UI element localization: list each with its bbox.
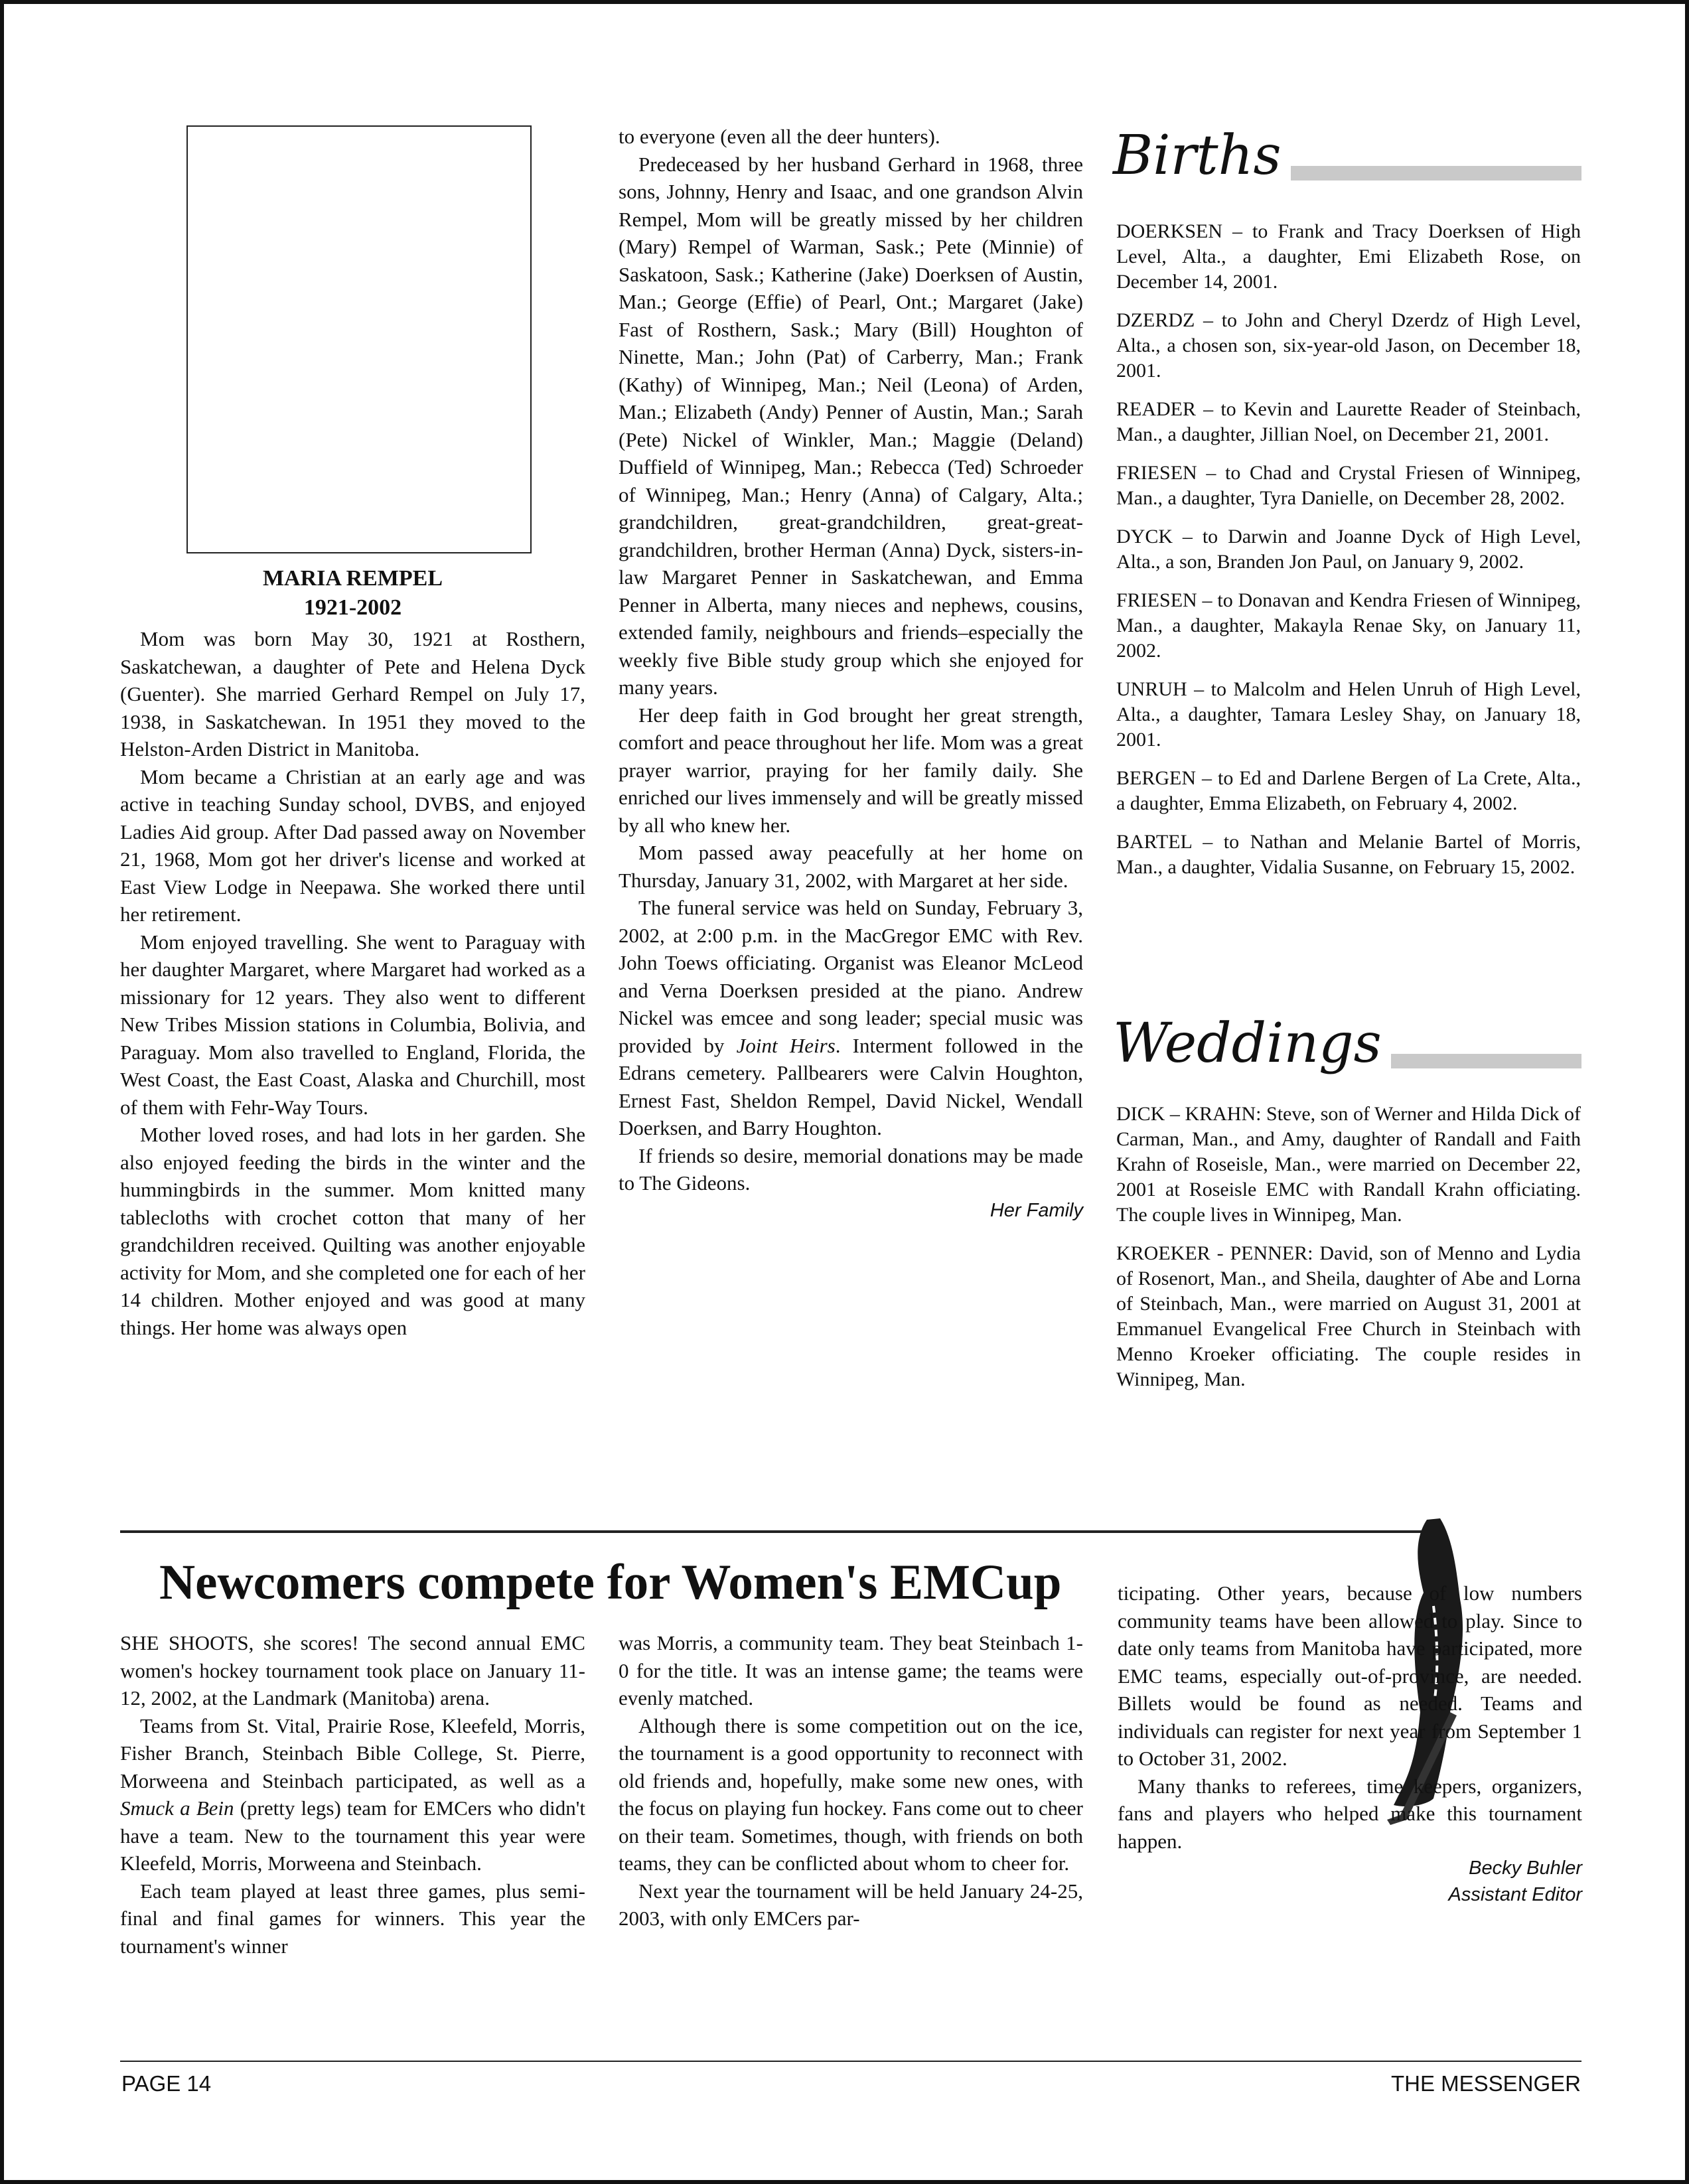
obituary-years: 1921-2002 [303,595,402,620]
footer-divider [120,2061,1581,2062]
birth-entry: DZERDZ – to John and Cheryl Dzerdz of High Level, Alta., a chosen son, six-year-old Jason, on December 18, 2001. [1116,309,1581,382]
wedding-entry: DICK – KRAHN: Steve, son of Werner and Hilda Dick of Carman, Man., and Amy, daughter of Randall and Faith Krahn of Roseisle, Man., were married on December 22, 2001 at Roseisle EMC with Randall Krahn officiating. The couple lives in Winnipeg, Man. [1116,1103,1581,1226]
article-paragraph: SHE SHOOTS, she scores! The second annual EMC women's hockey tournament took place on January 11-12, 2002, at the Landmark (Manitoba) arena. [120,1631,585,1710]
article-author-title: Assistant Editor [1448,1884,1582,1905]
article-column-3 [1118,1579,1582,1908]
article-paragraph: Teams from St. Vital, Prairie Rose, Kleefeld, Morris, Fisher Branch, Steinbach Bible College, St. Pierre, Morweena and Steinbach participated, as well as a Smuck a Bein (pretty legs) team for EMCers who didn't have a team. New to the tournament this year were Kleefeld, Morris, Morweena and Steinbach. [120,1713,585,1875]
wedding-entry: KROEKER - PENNER: David, son of Menno and Lydia of Rosenort, Man., and Sheila, daughter of Abe and Lorna of Steinbach, Man., were married on August 31, 2001 at Emmanuel Evangelical Free Church in Steinbach with Menno Kroeker officiating. The couple resides in Winnipeg, Man. [1116,1242,1581,1390]
births-heading: Births [1113,126,1291,186]
birth-entry: BARTEL – to Nathan and Melanie Bartel of Morris, Man., a daughter, Vidalia Susanne, on February 15, 2002. [1116,831,1581,878]
article-paragraph: Although there is some competition out on the ice, the tournament is a good opportunity to reconnect with old friends and, hopefully, make some new ones, with the focus on playing fun hockey. Fans come out to cheer on their team. Sometimes, though, with friends on both teams, they can be conflicted about whom to cheer for. [619,1713,1083,1875]
obituary-paragraph: Mom enjoyed travelling. She went to Paraguay with her daughter Margaret, where Margaret had worked as a missionary for 12 years. They also went to different New Tribes Mission stations in Columbia, Bolivia, and Paraguay. Mom also travelled to England, Florida, the West Coast, the East Coast, Alaska and Churchill, most of them with Fehr-Way Tours. [120,930,585,1119]
obituary-column-2 [619,123,1083,1224]
obituary-paragraph: Mom passed away peacefully at her home on Thursday, January 31, 2002, with Margaret at her side. [619,841,1083,892]
obituary-paragraph: Mom became a Christian at an early age and was active in teaching Sunday school, DVBS, and enjoyed Ladies Aid group. After Dad passed away on November 21, 1968, Mom got her driver's license and worked at East View Lodge in Neepawa. She worked there until her retirement. [120,764,585,926]
obituary-signature: Her Family [990,1199,1083,1221]
article-paragraph: Many thanks to referees, time keepers, organizers, fans and players who helped make this tournament happen. [1118,1774,1582,1853]
obituary-paragraph: Her deep faith in God brought her great strength, comfort and peace throughout her life. Mom was a great prayer warrior, praying for her family daily. She enriched our lives immensely and will be greatly missed by all who knew her. [619,703,1083,837]
weddings-heading: Weddings [1113,1014,1391,1074]
births-list [1116,219,1581,893]
article-paragraph: ticipating. Other years, because of low numbers community teams have been allowed to play. Since to date only teams from Manitoba have participated, more EMC teams, especially out-of-province, are needed. Billets would be found as needed. Teams and individuals can register for next year from September 1 to October 31, 2002. [1118,1581,1582,1770]
obituary-column-1 [120,564,585,1341]
obituary-paragraph: to everyone (even all the deer hunters). [619,125,940,148]
article-author: Becky Buhler [1469,1857,1582,1879]
birth-entry: DOERKSEN – to Frank and Tracy Doerksen of High Level, Alta., a daughter, Emi Elizabeth Rose, on December 14, 2001. [1116,220,1581,293]
birth-entry: READER – to Kevin and Laurette Reader of Steinbach, Man., a daughter, Jillian Noel, on December 21, 2001. [1116,398,1581,445]
obituary-photo-frame [186,125,532,553]
article-headline: Newcomers compete for Women's EMCup [159,1555,1062,1610]
obituary-name: MARIA REMPEL [262,566,443,591]
birth-entry: DYCK – to Darwin and Joanne Dyck of High Level, Alta., a son, Branden Jon Paul, on January 9, 2002. [1116,526,1581,573]
section-divider [120,1530,1437,1533]
birth-entry: UNRUH – to Malcolm and Helen Unruh of High Level, Alta., a daughter, Tamara Lesley Shay, on January 18, 2001. [1116,678,1581,751]
article-paragraph: Each team played at least three games, plus semi-final and final games for winners. This year the tournament's winner [120,1879,585,1958]
obituary-paragraph: If friends so desire, memorial donations may be made to The Gideons. [619,1143,1083,1195]
publication-name: THE MESSENGER [1390,2071,1581,2096]
birth-entry: FRIESEN – to Chad and Crystal Friesen of Winnipeg, Man., a daughter, Tyra Danielle, on December 28, 2002. [1116,462,1581,509]
birth-entry: BERGEN – to Ed and Darlene Bergen of La Crete, Alta., a daughter, Emma Elizabeth, on February 4, 2002. [1116,767,1581,814]
obituary-funeral-paragraph: The funeral service was held on Sunday, February 3, 2002, at 2:00 p.m. in the MacGregor EMC with Rev. John Toews officiating. Organist was Eleanor McLeod and Verna Doerksen presided at the piano. Andrew Nickel was emcee and song leader; special music was provided by Joint Heirs. Interment followed in the Edrans cemetery. Pallbearers were Calvin Houghton, Ernest Fast, Sheldon Rempel, David Nickel, Wendall Doerksen, and Barry Houghton. [619,896,1084,1139]
weddings-banner [1113,1014,1581,1080]
obituary-paragraph: Mom was born May 30, 1921 at Rosthern, Saskatchewan, a daughter of Pete and Helena Dyck (Guenter). She married Gerhard Rempel on July 17, 1938, in Saskatchewan. In 1951 they moved to the Helston-Arden District in Manitoba. [120,627,585,761]
page-number: PAGE 14 [121,2071,212,2096]
obituary-paragraph: Mother loved roses, and had lots in her garden. She also enjoyed feeding the birds in the winter and the hummingbirds in the summer. Mom knitted many tablecloths with crochet cotton that many of her grandchildren received. Quilting was another enjoyable activity for Mom, and she completed one for each of her 14 children. Mother enjoyed and was good at many things. Her home was always open [120,1123,585,1339]
births-banner [1113,126,1581,192]
obituary-paragraph: Predeceased by her husband Gerhard in 1968, three sons, Johnny, Henry and Isaac, and one grandson Alvin Rempel, Mom will be greatly missed by her children (Mary) Rempel of Warman, Sask.; Pete (Minnie) of Saskatoon, Sask.; Katherine (Jake) Doerksen of Austin, Man.; George (Effie) of Pearl, Ont.; Margaret (Jake) Fast of Rosthern, Sask.; Mary (Bill) Houghton of Ninette, Man.; John (Pat) of Carberry, Man.; Frank (Kathy) of Winnipeg, Man.; Neil (Leona) of Arden, Man.; Elizabeth (Andy) Penner of Austin, Man.; Sarah (Pete) Nickel of Winkler, Man.; Maggie (Deland) Duffield of Winnipeg, Man.; Rebecca (Ted) Schroeder of Winnipeg, Man.; Henry (Anna) of Calgary, Alta.; grandchildren, great-grandchildren, great-great-grandchildren, brother Herman (Anna) Dyck, sisters-in-law Margaret Penner in Saskatchewan, and Emma Penner in Alberta, many nieces and nephews, cousins, extended family, neighbours and friends–especially the weekly five Bible study group which she enjoyed for many years. [619,152,1083,699]
weddings-list [1116,1102,1581,1406]
article-paragraph: Next year the tournament will be held January 24-25, 2003, with only EMCers par- [619,1879,1083,1930]
article-column-1 [120,1629,585,1960]
birth-entry: FRIESEN – to Donavan and Kendra Friesen of Winnipeg, Man., a daughter, Makayla Renae Sky, on January 11, 2002. [1116,589,1581,662]
article-column-2 [619,1629,1083,1932]
article-paragraph: was Morris, a community team. They beat Steinbach 1-0 for the title. It was an intense game; the teams were evenly matched. [619,1631,1083,1710]
